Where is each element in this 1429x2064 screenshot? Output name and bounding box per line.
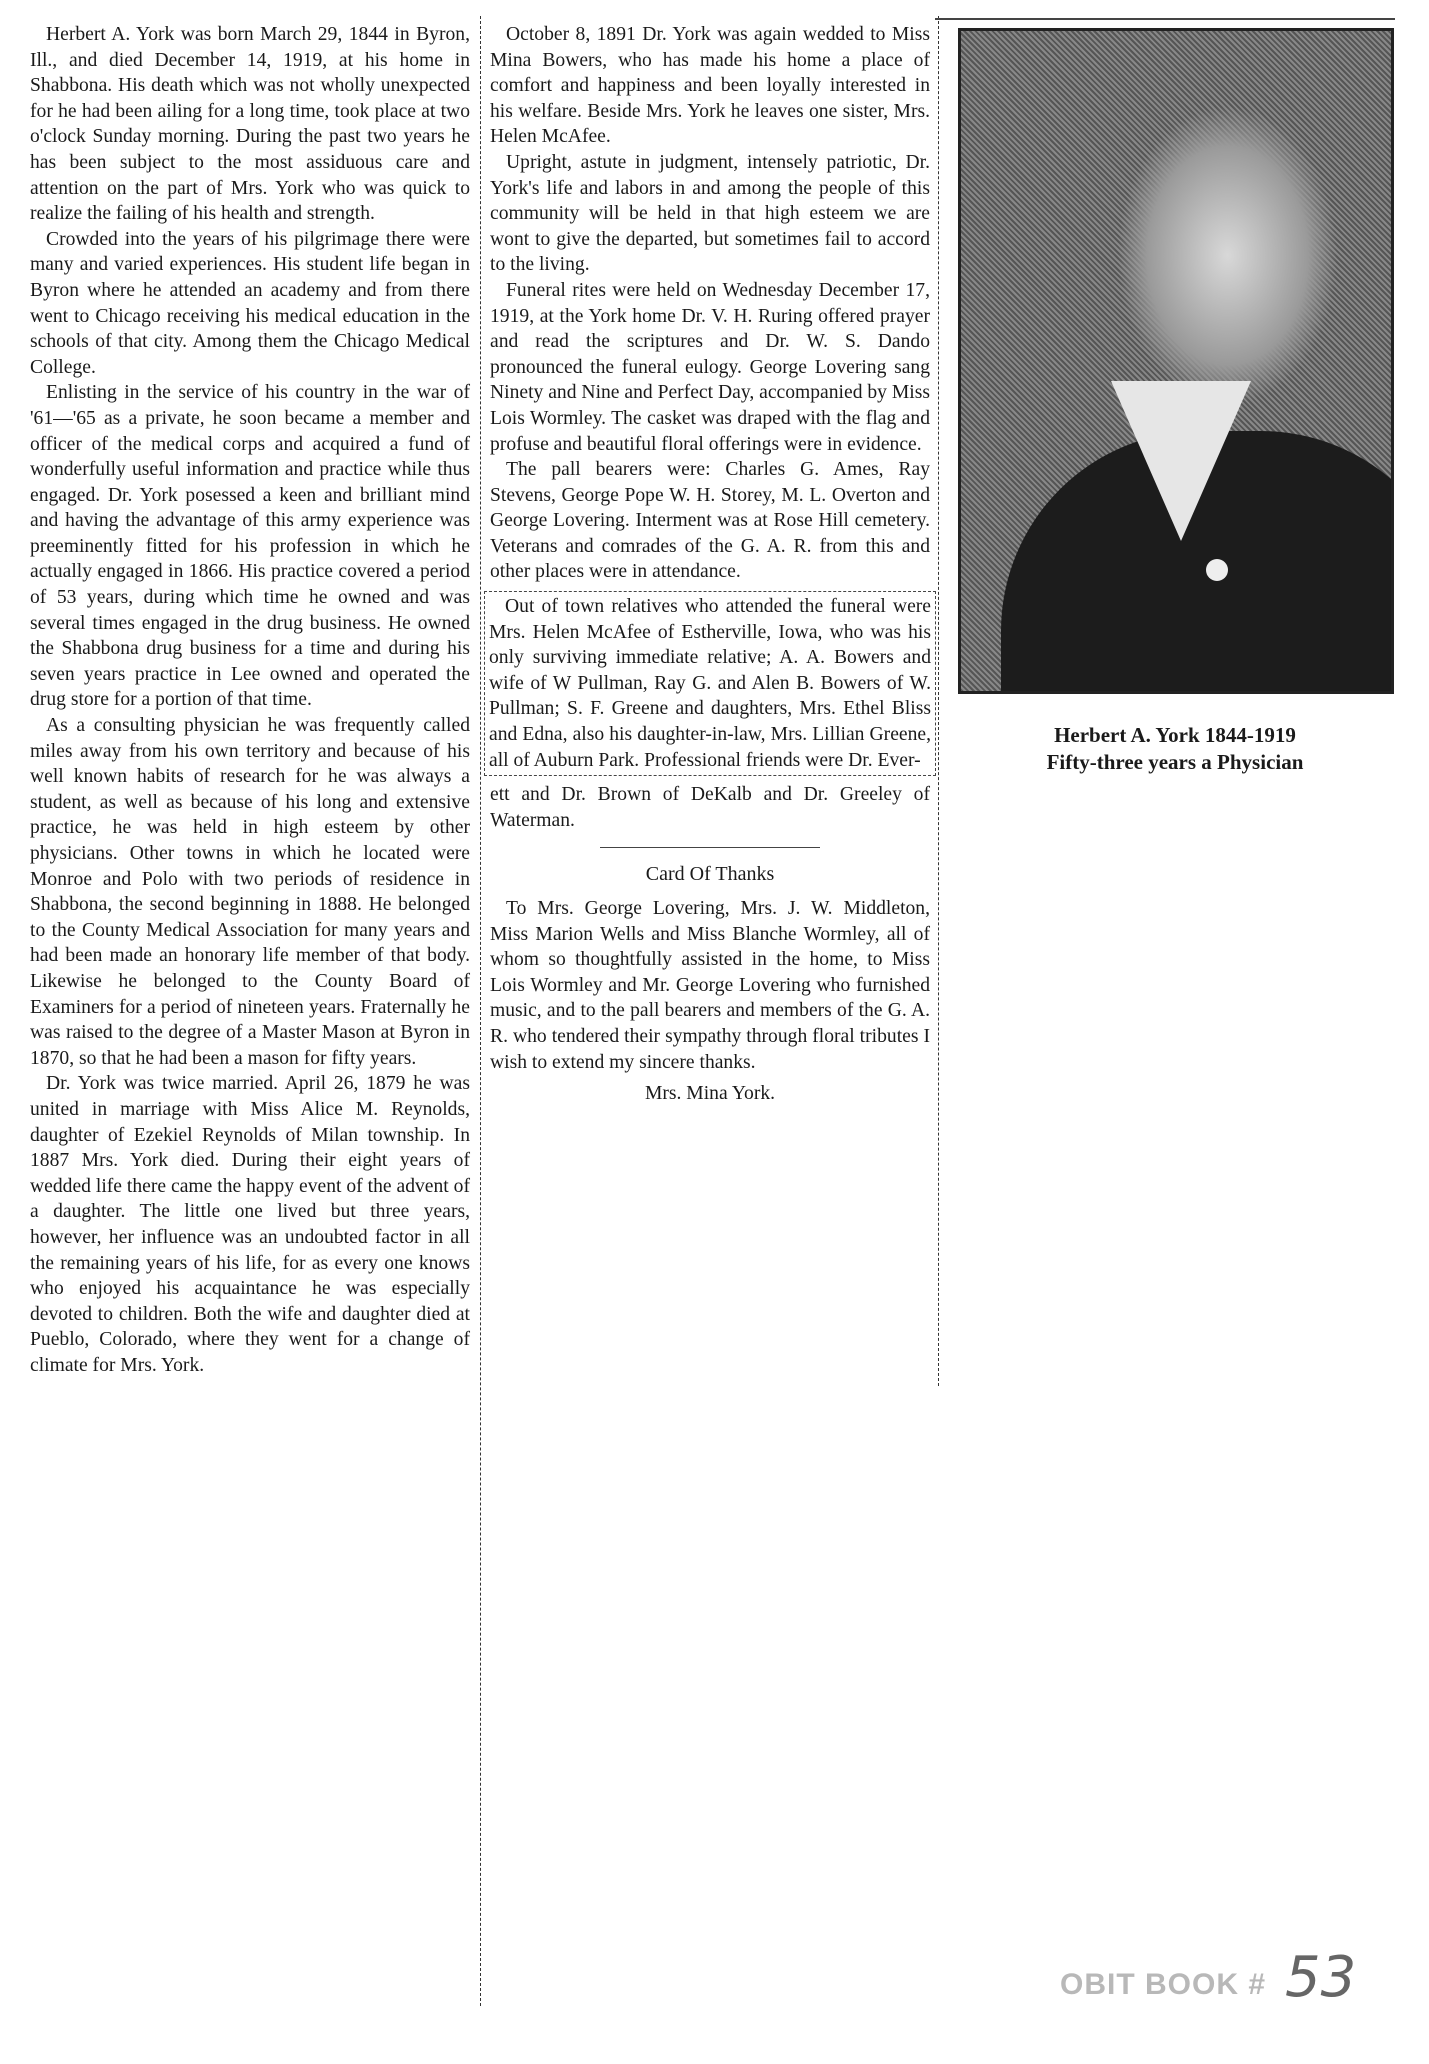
portrait-collar [1111,381,1251,541]
column-rule-left [480,16,481,2006]
relatives-box [484,591,936,776]
photo-caption [960,722,1390,776]
card-of-thanks-heading: Card Of Thanks [645,863,775,886]
obituary-column-1 [30,22,470,1378]
obit-paragraph: Upright, astute in judgment, intensely patriotic, Dr. York's life and labors in and among the people of this community will be held in that high esteem we are wont to give the departed, but sometimes fail to accord to the living. [490,151,930,276]
handwritten-page-number: 53 [1285,1945,1357,2010]
obit-paragraph-continued: ett and Dr. Brown of DeKalb and Dr. Greeley of Waterman. [490,784,930,831]
obit-paragraph: October 8, 1891 Dr. York was again wedded to Miss Mina Bowers, who has made his home a place of comfort and happiness and been loyally interested in his welfare. Beside Mrs. York he leaves one sister, Mrs. Helen McAfee. [490,24,930,148]
section-divider [600,847,820,848]
obit-paragraph: Herbert A. York was born March 29, 1844 in Byron, Ill., and died December 14, 1919, at his home in Shabbona. His death which was not wholly unexpected for he had been ailing for a long time, took place at two o'clock Sunday morning. During the past two years he has been subject to the most assiduous care and attention on the part of Mrs. York who was quick to realize the failing of his health and strength. [30,24,470,225]
relatives-paragraph: Out of town relatives who attended the funeral were Mrs. Helen McAfee of Estherville, Iowa, who was his only surviving immediate relative; A. A. Bowers and wife of W Pullman, Ray G. and Alen B. Bowers of W. Pullman; S. F. Greene and daughters, Mrs. Ethel Bliss and Edna, also his daughter-in-law, Mrs. Lillian Greene, all of Auburn Park. Professional friends were Dr. Ever- [489,596,931,771]
obituary-column-2 [490,22,930,1107]
column-rule-right [938,16,939,1386]
obit-paragraph: Enlisting in the service of his country in the war of '61—'65 as a private, he soon became a member and officer of the medical corps and acquired a fund of wonderfully useful information and practice while thus engaged. Dr. York posessed a keen and brilliant mind and having the advantage of this army experience was preeminently fitted for his profession in which he actually engaged in 1866. His practice covered a period of 53 years, during which time he owned and was several times engaged in the drug business. He owned the Shabbona drug business for a time and during his seven years practice in Lee owned and operated the drug store for a portion of that time. [30,382,470,711]
card-of-thanks-signature: Mrs. Mina York. [644,1083,776,1105]
portrait-photo [958,28,1394,694]
obit-paragraph: Dr. York was twice married. April 26, 1879 he was united in marriage with Miss Alice M. Reynolds, daughter of Ezekiel Reynolds of Milan township. In 1887 Mrs. York died. During their eight years of wedded life there came the happy event of the advent of a daughter. The little one lived but three years, however, her influence was an undoubted factor in all the remaining years of his life, for as every one knows who enjoyed his acquaintance he was especially devoted to children. Both the wife and daughter died at Pueblo, Colorado, where they went for a change of climate for Mrs. York. [30,1073,470,1376]
portrait-button [1206,559,1228,581]
obit-paragraph: As a consulting physician he was frequently called miles away from his own territory and because of his well known habits of research for he was always a student, as well as because of his long and extensive practice, he was held in high esteem by other physicians. Other towns in which he located were Monroe and Polo with two periods of residence in Shabbona, the second beginning in 1888. He belonged to the County Medical Association for many years and had been made an honorary life member of that body. Likewise he belonged to the County Board of Examiners for a period of nineteen years. Fraternally he was raised to the degree of a Master Mason at Byron in 1870, so that he had been a mason for fifty years. [30,715,470,1069]
obit-paragraph: Crowded into the years of his pilgrimage there were many and varied experiences. His student life began in Byron where he attended an academy and from there went to Chicago receiving his medical education in the schools of that city. Among them the Chicago Medical College. [30,228,470,378]
top-rule [935,18,1395,20]
obit-paragraph: The pall bearers were: Charles G. Ames, Ray Stevens, George Pope W. H. Storey, M. L. Overton and George Lovering. Interment was at Rose Hill cemetery. Veterans and comrades of the G. A. R. from this and other places were in attendance. [490,459,930,583]
photo-caption-line-2: Fifty-three years a Physician [1046,750,1304,774]
obit-paragraph: Funeral rites were held on Wednesday December 17, 1919, at the York home Dr. V. H. Ruring offered prayer and read the scriptures and Dr. W. S. Dando pronounced the funeral eulogy. George Lovering sang Ninety and Nine and Perfect Day, accompanied by Miss Lois Wormley. The casket was draped with the flag and profuse and beautiful floral offerings were in evidence. [490,279,930,455]
card-of-thanks-body: To Mrs. George Lovering, Mrs. J. W. Middleton, Miss Marion Wells and Miss Blanche Wormley, all of whom so thoughtfully assisted in the home, to Miss Lois Wormley and Mr. George Lovering who furnished music, and to the pall bearers and members of the G. A. R. who tendered their sympathy through floral tributes I wish to extend my sincere thanks. [490,898,930,1073]
obit-book-stamp: OBIT BOOK # [1060,1968,1267,2001]
photo-caption-line-1: Herbert A. York 1844-1919 [1054,723,1296,747]
